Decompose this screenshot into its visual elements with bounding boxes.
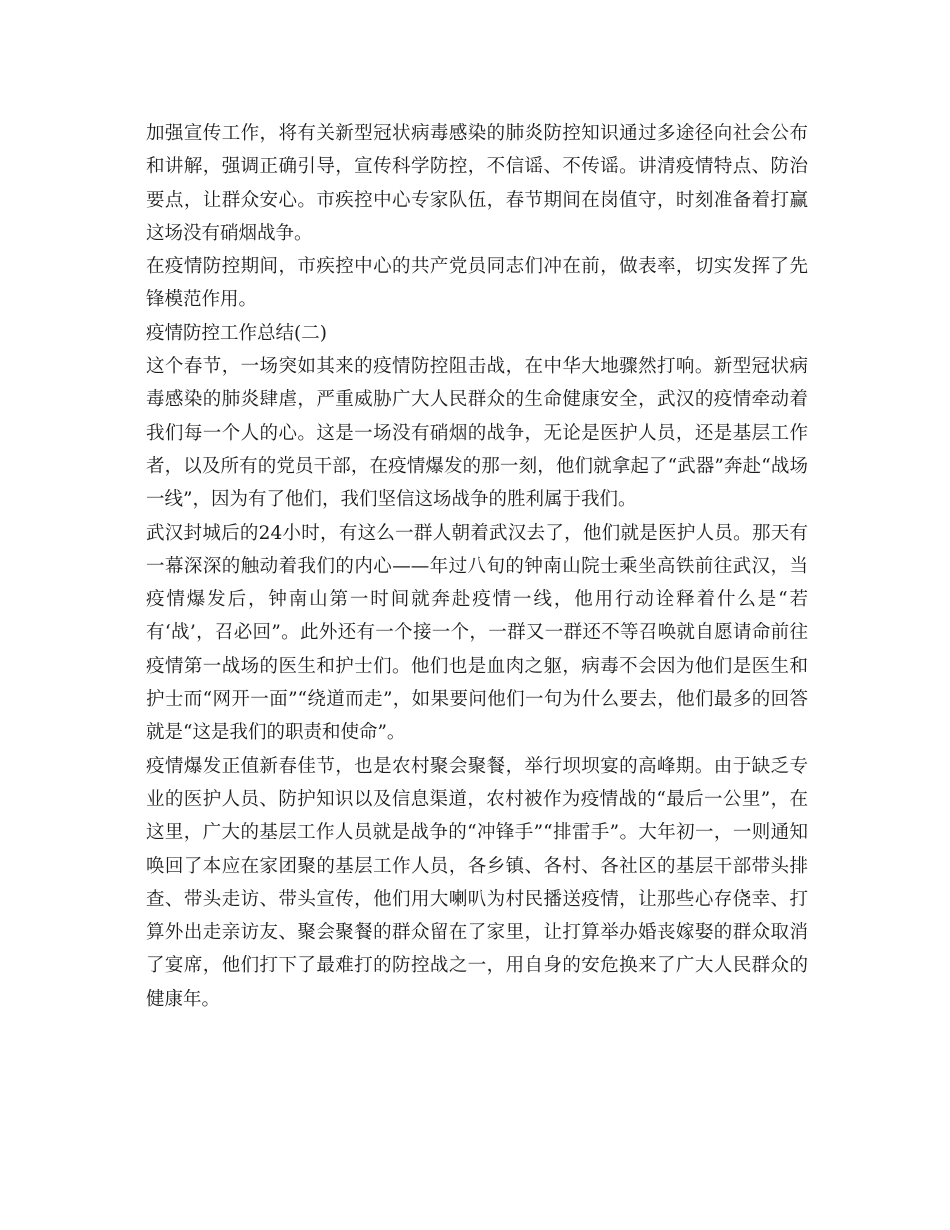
section-heading: 疫情防控工作总结(二) bbox=[146, 322, 327, 344]
paragraph-party-members: 在疫情防控期间，市疾控中心的共产党员同志们冲在前，做表率，切实发挥了先锋模范作用。 bbox=[146, 256, 808, 311]
paragraph-spring-festival: 这个春节，一场突如其来的疫情防控阻击战，在中华大地骤然打响。新型冠状病毒感染的肺炎肆虐，严重威胁广大人民群众的生命健康安全，武汉的疫情牵动着我们每一个人的心。这是一场没有硝烟的战争，无论是医护人员，还是基层工作者，以及所有的党员干部，在疫情爆发的那一刻，他们就拿起了“武器”奔赴“战场一线”，因为有了他们，我们坚信这场战争的胜利属于我们。 bbox=[146, 356, 808, 511]
paragraph-grassroots-workers: 疫情爆发正值新春佳节，也是农村聚会聚餐，举行坝坝宴的高峰期。由于缺乏专业的医护人员、防护知识以及信息渠道，农村被作为疫情战的“最后一公里”，在这里，广大的基层工作人员就是战争的“冲锋手”“排雷手”。大年初一，一则通知唤回了本应在家团聚的基层工作人员，各乡镇、各村、各社区的基层干部带头排查、带头走访、带头宣传，他们用大喇叭为村民播送疫情，让那些心存侥幸、打算外出走亲访友、聚会聚餐的群众留在了家里，让打算举办婚丧嫁娶的群众取消了宴席，他们打下了最难打的防控战之一，用自身的安危换来了广大人民群众的健康年。 bbox=[146, 755, 808, 1010]
paragraph-medical-staff: 武汉封城后的24小时，有这么一群人朝着武汉去了，他们就是医护人员。那天有一幕深深的触动着我们的内心——年过八旬的钟南山院士乘坐高铁前往武汉，当疫情爆发后，钟南山第一时间就奔赴疫情一线，他用行动诠释着什么是“若有‘战’，召必回”。此外还有一个接一个，一群又一群还不等召唤就自愿请命前往疫情第一战场的医生和护士们。他们也是血肉之躯，病毒不会因为他们是医生和护士而“网开一面”“绕道而走”，如果要问他们一句为什么要去，他们最多的回答就是“这是我们的职责和使命”。 bbox=[146, 522, 808, 744]
paragraph-publicity: 加强宣传工作，将有关新型冠状病毒感染的肺炎防控知识通过多途径向社会公布和讲解，强调正确引导，宣传科学防控，不信谣、不传谣。讲清疫情特点、防治要点，让群众安心。市疾控中心专家队伍，春节期间在岗值守，时刻准备着打赢这场没有硝烟战争。 bbox=[146, 123, 808, 244]
document-body bbox=[146, 117, 808, 1016]
